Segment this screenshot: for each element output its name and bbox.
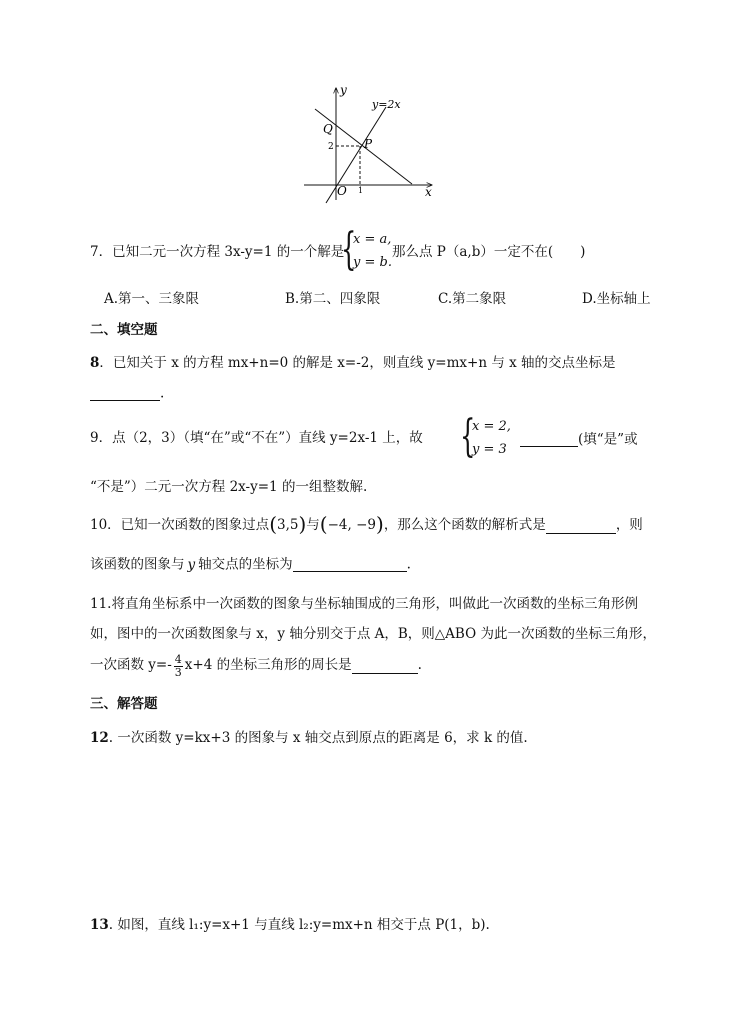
q11-line3 [90,652,422,680]
q8-number: 8 [90,355,100,371]
q10-end: . [406,556,411,573]
q9-blank [520,432,578,447]
q8-text: ．已知关于 x 的方程 mx+n=0 的解是 x=-2，则直线 y=mx+n 与 x 轴的交点坐标是 [99,355,616,371]
q11-line2: 如，图中的一次函数图象与 x，y 轴分别交于点 A，B，则△ABO 为此一次函数的坐标三角形， [90,626,656,642]
q10-text-b: ，那么这个函数的解析式是 [383,517,546,533]
q7-option-d: D.坐标轴上 [582,291,651,307]
q9-brace: { [460,411,476,462]
q12-text: . 一次函数 y=kx+3 的图象与 x 轴交点到原点的距离是 6，求 k 的值. [108,730,528,746]
q10-blank2 [293,557,407,572]
q10-paren-close-2: ) [376,512,384,536]
origin-label: O [337,184,347,198]
q11-end: . [417,657,422,674]
point-q-label: Q [323,122,333,136]
q11-blank [352,659,418,674]
q10-text-a: 10．已知一次函数的图象过点 [90,517,270,533]
q8-end: . [160,385,165,402]
q10-point1: 3,5 [277,517,299,533]
q10-line2b: 轴交点的坐标为 [198,556,293,573]
q8-blank [90,386,160,401]
q9-sys-line2: y = 3 [472,442,507,457]
q10-paren-close-1: ) [298,512,307,536]
q9-equation-system [460,411,511,463]
q11-pre: 一次函数 y=- [90,657,172,674]
q7-sys-line1: x = a, [353,232,392,247]
y-axis-label: y [340,83,347,97]
q8-answer-line [90,386,164,401]
coordinate-figure [296,82,446,204]
q7-sys-line2: y = b. [353,255,392,270]
q10-y-symbol: y [187,556,196,573]
q9-text-after: (填“是”或 [578,431,638,448]
q7-brace: { [341,224,357,275]
q9-text-before: 9．点（2，3）（填“在”或“不在”）直线 y=2x-1 上，故 [90,430,423,446]
q7-option-b: B.第二、四象限 [285,291,381,307]
q10-text-c: ，则 [615,517,643,533]
q7-text-after: 那么点 P（a,b）一定不在( ) [392,244,586,260]
q11-post: x+4 的坐标三角形的周长是 [184,657,352,674]
q13-text: . 如图，直线 l₁:y=x+1 与直线 l₂:y=mx+n 相交于点 P(1，b). [108,917,490,933]
q10-line2a: 该函数的图象与 [90,556,185,573]
q11-fraction-num: 4 [174,652,182,666]
q12-question [90,732,528,746]
q8-question [90,357,616,371]
q7-option-a: A.第一、三象限 [104,291,200,307]
q13-number: 13 [90,917,109,933]
q10-point2: −4, −9 [327,517,376,533]
tick-y-label: 2 [328,142,334,152]
q13-question [90,919,490,933]
q10-text-mid: 与 [306,517,320,533]
q9-line2: “不是”）二元一次方程 2x-y=1 的一组整数解. [90,479,368,495]
x-axis-label: x [425,185,432,199]
section-fill-in-heading: 二、填空题 [90,322,158,338]
q9-sys-line1: x = 2, [472,419,511,434]
q9-answer-blank-row [520,432,638,447]
q11-line1: 11.将直角坐标系中一次函数的图象与坐标轴围成的三角形，叫做此一次函数的坐标三角形例 [90,596,638,612]
q11-fraction [174,654,183,678]
q7-equation-system [341,224,392,276]
q10-paren-open-2: ( [319,512,328,536]
q10-blank1 [546,519,616,534]
q10-line1 [90,514,643,534]
point-p-label: P [364,137,373,151]
section-answer-heading: 三、解答题 [90,696,158,712]
q10-line2 [90,557,411,572]
tick-x-label: 1 [358,186,364,195]
line-y-2x [326,107,386,203]
q12-number: 12 [90,730,109,746]
q11-fraction-den: 3 [174,665,182,679]
q7-option-c: C.第二象限 [438,291,507,307]
line-label: y=2x [372,98,401,111]
q7-text-before: 7．已知二元一次方程 3x-y=1 的一个解是 [90,244,345,260]
q10-paren-open-1: ( [269,512,277,536]
